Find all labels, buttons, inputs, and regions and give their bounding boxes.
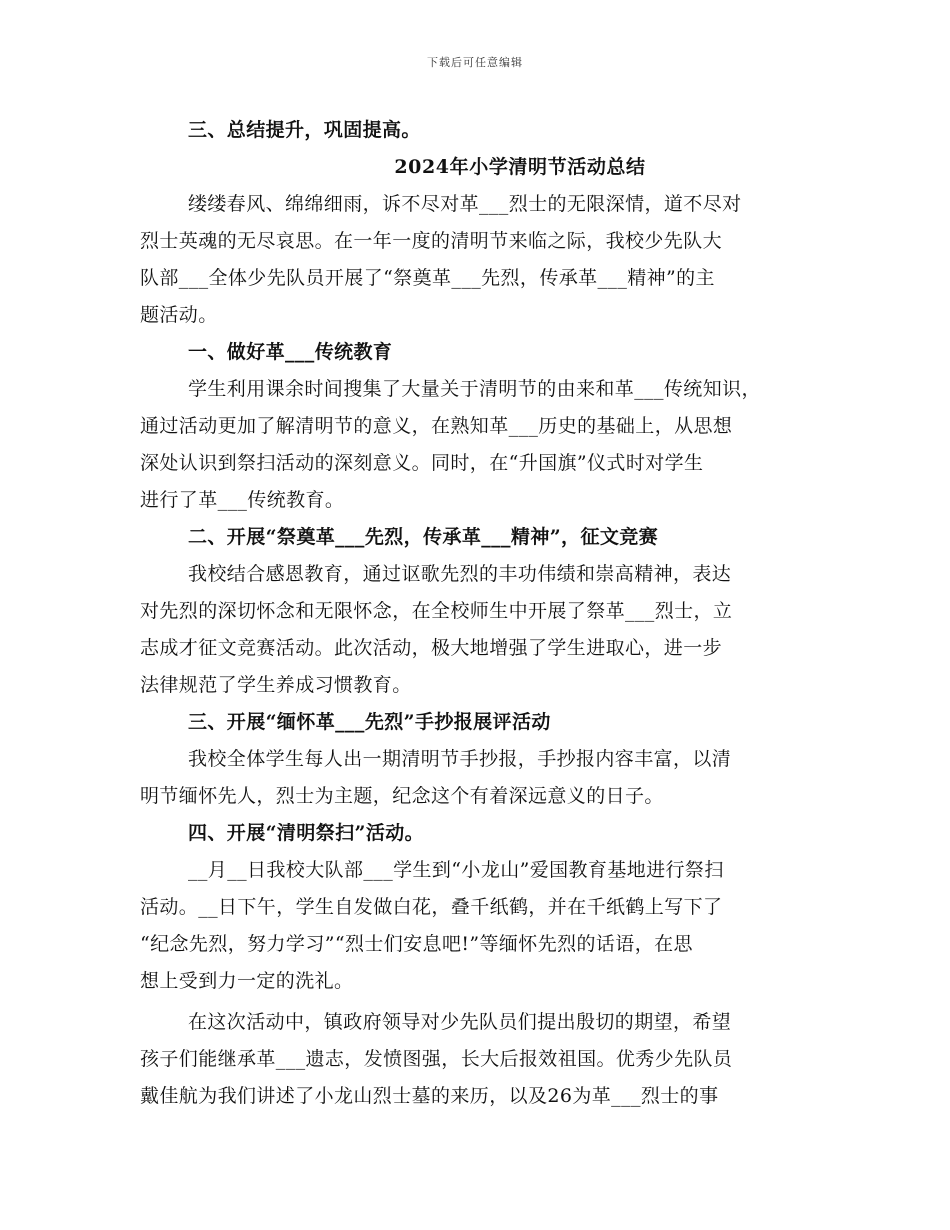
paragraph-line: 活动。__日下午，学生自发做白花，叠千纸鹤，并在千纸鹤上写下了 (140, 896, 723, 918)
paragraph-line: 缕缕春风、绵绵细雨，诉不尽对革___烈士的无限深情，道不尽对 (188, 193, 742, 215)
paragraph-line: 孩子们能继承革___遗志，发愤图强，长大后报效祖国。优秀少先队员 (140, 1048, 733, 1070)
document-body (140, 112, 810, 1115)
paragraph-line: 想上受到力一定的洗礼。 (140, 970, 354, 992)
section-heading: 一、做好革___传统教育 (188, 341, 393, 363)
paragraph-line: 志成才征文竞赛活动。此次活动，极大地增强了学生进取心，进一步 (140, 637, 723, 659)
paragraph-line: 进行了革___传统教育。 (140, 489, 345, 511)
paragraph-line: 明节缅怀先人，烈士为主题，纪念这个有着深远意义的日子。 (140, 785, 664, 807)
paragraph-line: 戴佳航为我们讲述了小龙山烈士墓的来历，以及26为革___烈士的事 (140, 1085, 719, 1107)
section-heading: 三、总结提升，巩固提高。 (188, 119, 421, 141)
paragraph-line: 我校结合感恩教育，通过讴歌先烈的丰功伟绩和崇高精神，表达 (188, 563, 732, 585)
paragraph-line: __月__日我校大队部___学生到“小龙山”爱国教育基地进行祭扫 (188, 859, 724, 881)
paragraph-line: 对先烈的深切怀念和无限怀念，在全校师生中开展了祭革___烈士，立 (140, 600, 733, 622)
paragraph-line: 深处认识到祭扫活动的深刻意义。同时，在“升国旗”仪式时对学生 (140, 452, 704, 474)
paragraph-line: 通过活动更加了解清明节的意义，在熟知革___历史的基础上，从思想 (140, 415, 733, 437)
section-heading: 四、开展“清明祭扫”活动。 (188, 822, 425, 844)
paragraph-line: 法律规范了学生养成习惯教育。 (140, 674, 412, 696)
section-heading: 二、开展“祭奠革___先烈，传承革___精神”，征文竞赛 (188, 526, 659, 548)
page-header-note: 下载后可任意编辑 (427, 56, 523, 69)
paragraph-line: 学生利用课余时间搜集了大量关于清明节的由来和革___传统知识， (188, 378, 761, 400)
paragraph-line: “纪念先烈，努力学习”“烈士们安息吧!”等缅怀先烈的话语，在思 (140, 933, 693, 955)
paragraph-line: 我校全体学生每人出一期清明节手抄报，手抄报内容丰富，以清 (188, 748, 732, 770)
paragraph-line: 题活动。 (140, 304, 218, 326)
paragraph-line: 烈士英魂的无尽哀思。在一年一度的清明节来临之际，我校少先队大 (140, 230, 723, 252)
document-title: 2024年小学清明节活动总结 (394, 156, 646, 178)
section-heading: 三、开展“缅怀革___先烈”手抄报展评活动 (188, 711, 551, 733)
paragraph-line: 队部___全体少先队员开展了“祭奠革___先烈，传承革___精神”的主 (140, 267, 715, 289)
paragraph-line: 在这次活动中，镇政府领导对少先队员们提出殷切的期望，希望 (188, 1011, 732, 1033)
